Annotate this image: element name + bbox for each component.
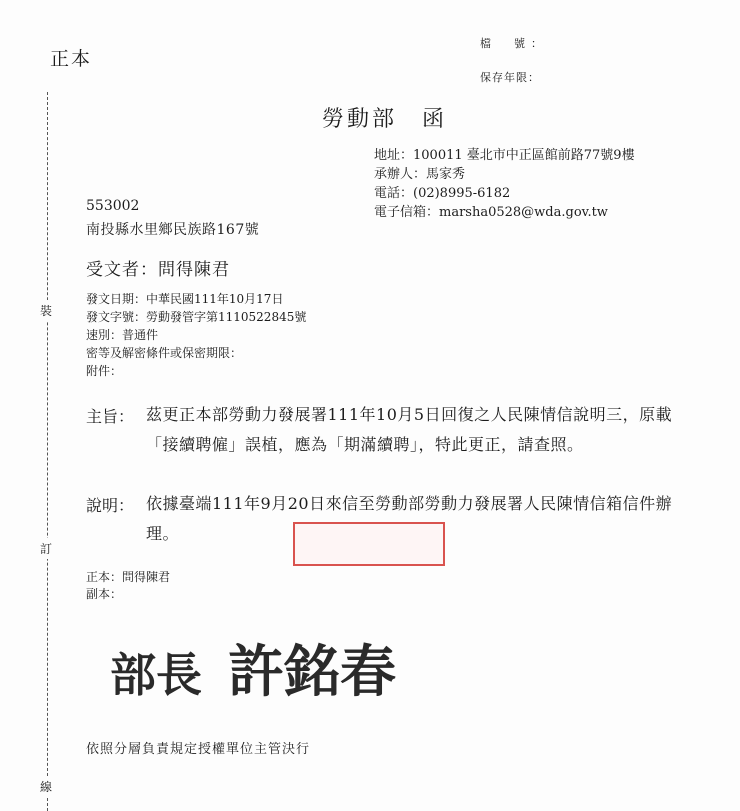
issue-date: 發文日期：中華民國111年10月17日 xyxy=(86,292,284,306)
document-number: 發文字號：勞動發管字第1110522845號 xyxy=(86,310,307,324)
sender-contact: 承辦人：馬家秀 xyxy=(374,167,466,182)
security-level: 密等及解密條件或保密期限： xyxy=(86,346,243,360)
minister-signature xyxy=(110,628,396,708)
description-text: 依據臺端111年9月20日來信至勞動部勞動力發展署人民陳情信箱信件辦理。 xyxy=(146,494,673,543)
attachments: 附件： xyxy=(86,364,123,378)
sender-phone: 電話：(02)8995-6182 xyxy=(374,186,511,201)
subject-label: 主旨： xyxy=(86,407,135,426)
recipient: 受文者：問得陳君 xyxy=(86,260,230,280)
retention-period-label: 保存年限： xyxy=(480,71,540,84)
signature-role: 部長 xyxy=(110,648,202,702)
receiver-address: 南投縣水里鄉民族路167號 xyxy=(86,222,260,238)
sender-address: 地址：100011 臺北市中正區館前路77號9樓 xyxy=(374,148,635,163)
file-number-label: 檔 號： xyxy=(480,37,548,50)
receiver-postcode: 553002 xyxy=(86,198,140,214)
copy-recipient: 副本： xyxy=(86,587,123,601)
binding-line xyxy=(47,92,48,811)
subject-text: 茲更正本部勞動力發展署111年10月5日回復之人民陳情信說明三，原載「接續聘僱」誤植，應為「期滿續聘」，特此更正，請查照。 xyxy=(146,405,673,454)
binding-mark-zhuang: 裝 xyxy=(40,300,52,321)
sender-email: 電子信箱：marsha0528@wda.gov.tw xyxy=(374,205,608,220)
original-recipient: 正本：問得陳君 xyxy=(86,570,171,584)
description-label: 說明： xyxy=(86,496,135,515)
official-seal-stamp xyxy=(293,522,445,566)
binding-mark-ding: 訂 xyxy=(40,538,52,559)
signature-name: 許銘春 xyxy=(228,639,396,705)
document-title: 勞動部 函 xyxy=(322,107,448,132)
delivery-speed: 速別：普通件 xyxy=(86,328,159,342)
delegation-note: 依照分層負責規定授權單位主管決行 xyxy=(86,742,311,757)
document-meta xyxy=(86,290,306,380)
sender-info xyxy=(374,146,635,222)
copy-type-label: 正本 xyxy=(50,48,93,70)
binding-mark-xian: 線 xyxy=(40,776,52,797)
